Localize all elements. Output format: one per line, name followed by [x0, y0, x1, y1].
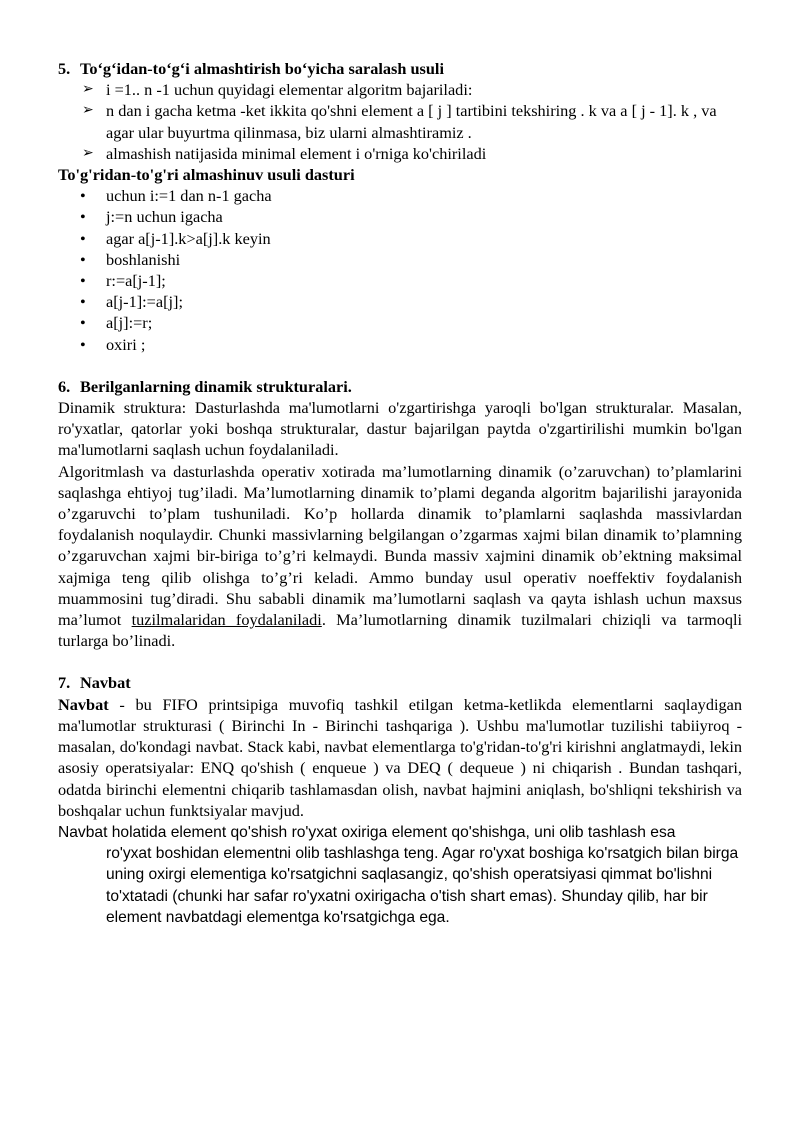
list-item: • uchun i:=1 dan n-1 gacha [80, 186, 272, 206]
round-bullet-icon: • [80, 313, 86, 333]
section-title: Navbat [80, 673, 131, 693]
term: Navbat [58, 694, 109, 714]
underlined-text: tuzilmalaridan foydalaniladi [131, 610, 322, 630]
program-heading: To'g'ridan-to'g'ri almashinuv usuli dasturi [58, 165, 355, 185]
round-bullet-icon: • [80, 292, 86, 312]
round-bullet-icon: • [80, 271, 86, 291]
arrow-bullet-icon: ➢ [82, 144, 94, 161]
document-body [58, 58, 742, 928]
list-item: ➢ i =1.. n -1 uchun quyidagi elementar algoritm bajariladi: [82, 80, 473, 100]
paragraph: Dinamik struktura: Dasturlashda ma'lumotlarni o'zgartirishga yaroqli bo'lgan strukturalar. Masalan, ro'yxatlar, qatorlar yoki boshqa strukturalar, dastur bajarilgan paytda o'zgartirilishi mumkin bo'lgan ma'lumotlarni saqlash uchun foydalaniladi. [58, 398, 742, 460]
paragraph: Navbat holatida element qo'shish ro'yxat oxiriga element qo'shishga, uni olib tashlash esa ro'yxat boshidan elementni olib tashlashga teng. Agar ro'yxat boshiga ko'rsatgich bilan birga uning oxirgi elementiga ko'rsatgichni saqlasangiz, qo'shish operatsiyasi qimmat bo'lishni to'xtatadi (chunki har safar ro'yxatni oxirigacha o'tish shart emas). Shunday qilib, har bir element navbatdagi elementga ko'rsatgichga ega. [58, 823, 739, 926]
section-number: 6. [58, 376, 71, 396]
section-title: To‘g‘idan-to‘g‘i almashtirish bo‘yicha saralash usuli [80, 59, 444, 78]
round-bullet-icon: • [80, 334, 86, 354]
section-7-heading [58, 672, 742, 693]
paragraph: Algoritmlash va dasturlashda operativ xotirada ma’lumotlarning dinamik (o’zaruvchan) to’plamlarini saqlashga ehtiyoj tug’iladi. Ma’lumotlarning dinamik to’plami deganda algoritm bajarilishi jarayonida o’zgaruvchi to’plam tushuniladi. Ko’p hollarda dinamik to’plamlarni saqlashda massivlardan foydalanish noqulaydir. Chunki massivlarning belgilangan o’zgarmas xajmi bilan dinamik to’plamning o’zgaruvchan xajmi bir-biriga to’g’ri kelmaydi. Bunda massiv xajmini dinamik ob’ektning maksimal xajmiga teng qilib olishga to’g’ri keladi. Ammo bunday usul operativ noeffektiv foydalanish muammosini tug’diradi. Shu sababli dinamik ma’lumotlarni saqlash va qayta ishlash uchun maxsus ma’lumot tuzilmalaridan foydalaniladi. Ma’lumotlarning dinamik tuzilmalari chiziqli va tarmoqli turlarga bo’linadi. [58, 461, 743, 651]
section-5-heading [58, 58, 742, 79]
list-item: ➢ almashish natijasida minimal element i o'rniga ko'chiriladi [82, 143, 487, 163]
section-title: Berilganlarning dinamik strukturalari. [80, 376, 352, 396]
round-bullet-icon: • [80, 228, 86, 248]
spacer [58, 355, 742, 376]
section-6-heading [58, 376, 742, 397]
arrow-bullet-icon: ➢ [82, 81, 94, 98]
list-item: • a[j-1]:=a[j]; [80, 292, 183, 312]
algorithm-steps-list [58, 79, 742, 164]
arrow-bullet-icon: ➢ [82, 102, 94, 119]
section-number: 7. [58, 673, 71, 693]
program-lines-list [58, 185, 742, 355]
list-item: • agar a[j-1].k>a[j].k keyin [80, 228, 271, 248]
list-item: • j:=n uchun igacha [80, 207, 223, 227]
section-number: 5. [58, 59, 71, 78]
list-item: • r:=a[j-1]; [80, 271, 166, 291]
list-item: • boshlanishi [80, 249, 181, 269]
spacer [58, 651, 742, 672]
paragraph: Navbat - bu FIFO printsipiga muvofiq tashkil etilgan ketma-ketlikda elementlarni saqlaydigan ma'lumotlar strukturasi ( Birinchi In - Birinchi tashqariga ). Ushbu ma'lumotlar tuzilishi tabiiyroq - masalan, do'kondagi navbat. Stack kabi, navbat elementlarga to'g'ridan-to'g'ri kirishni anglatmaydi, lekin asosiy operatsiyalar: ENQ qo'shish ( enqueue ) va DEQ ( dequeue ) ni chiqarish . Bundan tashqari, odatda birinchi elementni chiqarib tashlamasdan olish, navbat hajmini aniqlash, bo'shliqni tekshirish va boshqalar uchun funktsiyalar mavjud. [58, 694, 742, 820]
list-item: • a[j]:=r; [80, 313, 153, 333]
round-bullet-icon: • [80, 207, 86, 227]
round-bullet-icon: • [80, 249, 86, 269]
list-item: ➢ n dan i gacha ketma -ket ikkita qo'shni element a [ j ] tartibini tekshiring . k va a [ j - 1]. k , va agar ular buyurtma qilinmasa, biz ularni almashtiramiz . [82, 101, 717, 142]
round-bullet-icon: • [80, 186, 86, 206]
list-item: • oxiri ; [80, 334, 146, 354]
